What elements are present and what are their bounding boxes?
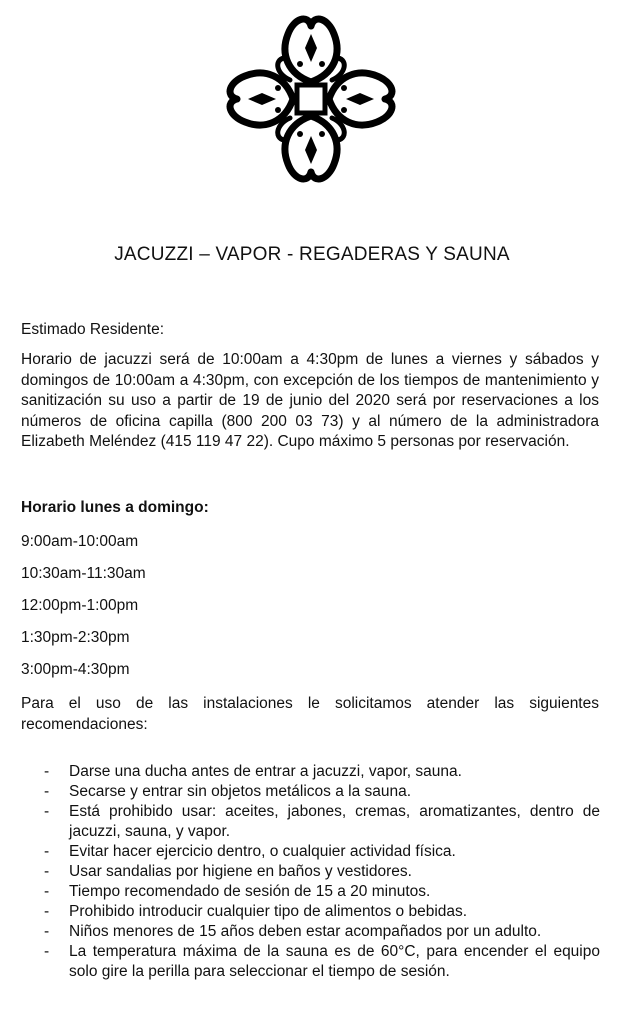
- recommendations-list: [0, 762, 624, 982]
- recommendation-text: Prohibido introducir cualquier tipo de alimentos o bebidas.: [69, 903, 468, 920]
- recommendation-item: [0, 802, 624, 842]
- recommendation-item: [0, 882, 624, 902]
- bullet-dash: -: [44, 763, 50, 780]
- bullet-dash: -: [44, 943, 50, 960]
- schedule-slot: 12:00pm-1:00pm: [21, 597, 139, 614]
- schedule-slot: 10:30am-11:30am: [21, 565, 146, 582]
- recommendation-text: Está prohibido usar: aceites, jabones, cremas, aromatizantes, dentro de jacuzzi, sauna, y vapor.: [69, 803, 600, 840]
- recommendation-text: Usar sandalias por higiene en baños y vestidores.: [69, 863, 412, 880]
- recommendation-text: Evitar hacer ejercicio dentro, o cualquier actividad física.: [69, 843, 456, 860]
- recommendation-item: [0, 942, 624, 982]
- bullet-dash: -: [44, 783, 50, 800]
- recommendations-intro: Para el uso de las instalaciones le solicitamos atender las siguientes recomendaciones:: [21, 695, 599, 733]
- schedule-description-paragraph: Horario de jacuzzi será de 10:00am a 4:30pm de lunes a viernes y sábados y domingos de 10:00am a 4:30pm, con excepción de los tiempos de mantenimiento y sanitización su uso a partir de 19 de junio del 2020 será por reservaciones a los números de oficina capilla (800 200 03 73) y al número de la administradora Elizabeth Meléndez (415 119 47 22). Cupo máximo 5 personas por reservación.: [21, 351, 599, 450]
- fleur-cross-ornament-icon: [218, 4, 404, 194]
- bullet-dash: -: [44, 863, 50, 880]
- recommendation-item: [0, 842, 624, 862]
- greeting: Estimado Residente:: [21, 321, 165, 338]
- schedule-heading: Horario lunes a domingo:: [21, 499, 209, 516]
- bullet-dash: -: [44, 923, 50, 940]
- recommendation-item: [0, 922, 624, 942]
- recommendation-item: [0, 902, 624, 922]
- recommendation-item: [0, 782, 624, 802]
- recommendation-text: La temperatura máxima de la sauna es de 60°C, para encender el equipo solo gire la perilla para seleccionar el tiempo de sesión.: [69, 943, 600, 980]
- schedule-slot: 1:30pm-2:30pm: [21, 629, 130, 646]
- recommendation-text: Secarse y entrar sin objetos metálicos a la sauna.: [69, 783, 412, 800]
- recommendation-item: [0, 862, 624, 882]
- recommendation-text: Niños menores de 15 años deben estar acompañados por un adulto.: [69, 923, 542, 940]
- recommendation-item: [0, 762, 624, 782]
- document-title: JACUZZI – VAPOR - REGADERAS Y SAUNA: [114, 244, 510, 265]
- recommendation-text: Tiempo recomendado de sesión de 15 a 20 minutos.: [69, 883, 431, 900]
- bullet-dash: -: [44, 903, 50, 920]
- schedule-slot: 9:00am-10:00am: [21, 533, 139, 550]
- bullet-dash: -: [44, 843, 50, 860]
- schedule-slot: 3:00pm-4:30pm: [21, 661, 130, 678]
- bullet-dash: -: [44, 883, 50, 900]
- bullet-dash: -: [44, 803, 50, 820]
- recommendation-text: Darse una ducha antes de entrar a jacuzzi, vapor, sauna.: [69, 763, 462, 780]
